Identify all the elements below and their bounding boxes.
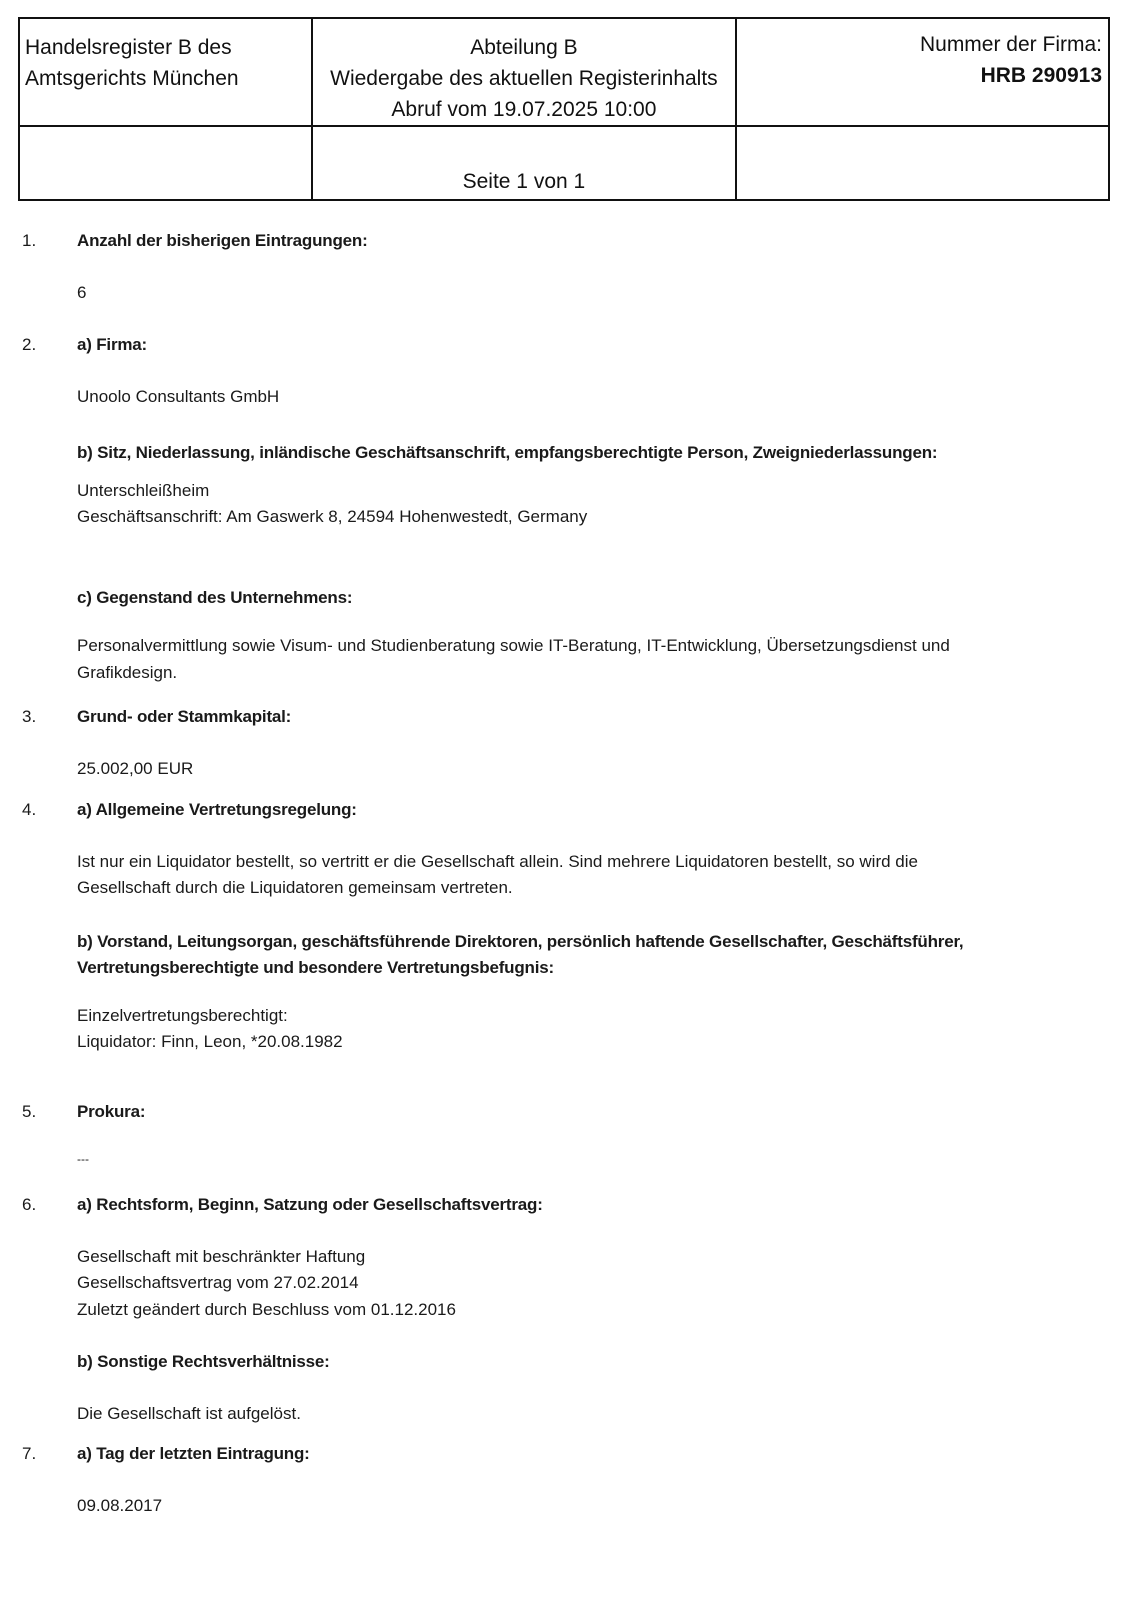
- procuration-value: ---: [77, 1152, 89, 1166]
- share-capital-value: 25.002,00 EUR: [77, 759, 194, 778]
- liquidator-value: Liquidator: Finn, Leon, *20.08.1982: [77, 1032, 343, 1051]
- section-heading: a) Tag der letzten Eintragung:: [77, 1444, 310, 1463]
- section-number: 4.: [22, 800, 37, 819]
- register-header-table: [18, 17, 1110, 201]
- section-heading: a) Rechtsform, Beginn, Satzung oder Gesellschaftsvertrag:: [77, 1195, 543, 1214]
- last-amended-value: Zuletzt geändert durch Beschluss vom 01.12.2016: [77, 1300, 456, 1319]
- department-cell: [312, 18, 737, 126]
- representation-rule-line-2: Gesellschaft durch die Liquidatoren gemeinsam vertreten.: [77, 878, 513, 897]
- section-subheading: Vertretungsberechtigte und besondere Vertretungsbefugnis:: [77, 958, 554, 977]
- company-number-value: HRB 290913: [980, 64, 1102, 87]
- business-purpose-line-1: Personalvermittlung sowie Visum- und Studienberatung sowie IT-Beratung, IT-Entwicklung, Übersetzungsdienst und: [77, 636, 950, 655]
- section-number: 3.: [22, 707, 37, 726]
- other-legal-relations-value: Die Gesellschaft ist aufgelöst.: [77, 1404, 301, 1423]
- court-cell: [19, 18, 312, 126]
- section-subheading: c) Gegenstand des Unternehmens:: [77, 588, 353, 607]
- representation-rule-line-1: Ist nur ein Liquidator bestellt, so vertritt er die Gesellschaft allein. Sind mehrere Liquidatoren bestellt, so wird die: [77, 852, 918, 871]
- legal-form-value: Gesellschaft mit beschränkter Haftung: [77, 1247, 366, 1266]
- section-number: 5.: [22, 1102, 37, 1121]
- page-cell: [312, 126, 737, 200]
- department-subtitle: Wiedergabe des aktuellen Registerinhalts: [330, 67, 718, 90]
- department-title: Abteilung B: [470, 36, 578, 59]
- representation-type-value: Einzelvertretungsberechtigt:: [77, 1006, 288, 1025]
- section-number: 1.: [22, 231, 37, 250]
- section-number: 7.: [22, 1444, 37, 1463]
- company-number-cell: [736, 18, 1109, 126]
- empty-cell-right: [736, 126, 1109, 200]
- articles-date-value: Gesellschaftsvertrag vom 27.02.2014: [77, 1273, 359, 1292]
- company-name-value: Unoolo Consultants GmbH: [77, 387, 280, 406]
- section-heading: a) Firma:: [77, 335, 147, 354]
- section-subheading: b) Sonstige Rechtsverhältnisse:: [77, 1352, 330, 1371]
- section-number: 6.: [22, 1195, 37, 1214]
- section-heading: Prokura:: [77, 1102, 146, 1121]
- company-number-label: Nummer der Firma:: [919, 33, 1102, 56]
- section-heading: a) Allgemeine Vertretungsregelung:: [77, 800, 357, 819]
- court-line-2: Amtsgerichts München: [25, 67, 239, 90]
- page-number: Seite 1 von 1: [462, 170, 586, 193]
- section-subheading: b) Sitz, Niederlassung, inländische Geschäftsanschrift, empfangsberechtigte Person, Zweigniederlassungen:: [77, 443, 938, 462]
- court-line-1: Handelsregister B des: [25, 36, 232, 59]
- section-heading: Anzahl der bisherigen Eintragungen:: [77, 231, 368, 250]
- empty-cell-left: [19, 126, 312, 200]
- retrieval-timestamp: Abruf vom 19.07.2025 10:00: [391, 98, 657, 121]
- business-address-value: Geschäftsanschrift: Am Gaswerk 8, 24594 Hohenwestedt, Germany: [77, 507, 588, 526]
- section-number: 2.: [22, 335, 37, 354]
- business-purpose-line-2: Grafikdesign.: [77, 663, 178, 682]
- entries-count-value: 6: [77, 283, 87, 302]
- section-subheading: b) Vorstand, Leitungsorgan, geschäftsführende Direktoren, persönlich haftende Gesellschafter, Geschäftsführer,: [77, 932, 964, 951]
- seat-value: Unterschleißheim: [77, 481, 210, 500]
- last-entry-date-value: 09.08.2017: [77, 1496, 163, 1515]
- section-heading: Grund- oder Stammkapital:: [77, 707, 292, 726]
